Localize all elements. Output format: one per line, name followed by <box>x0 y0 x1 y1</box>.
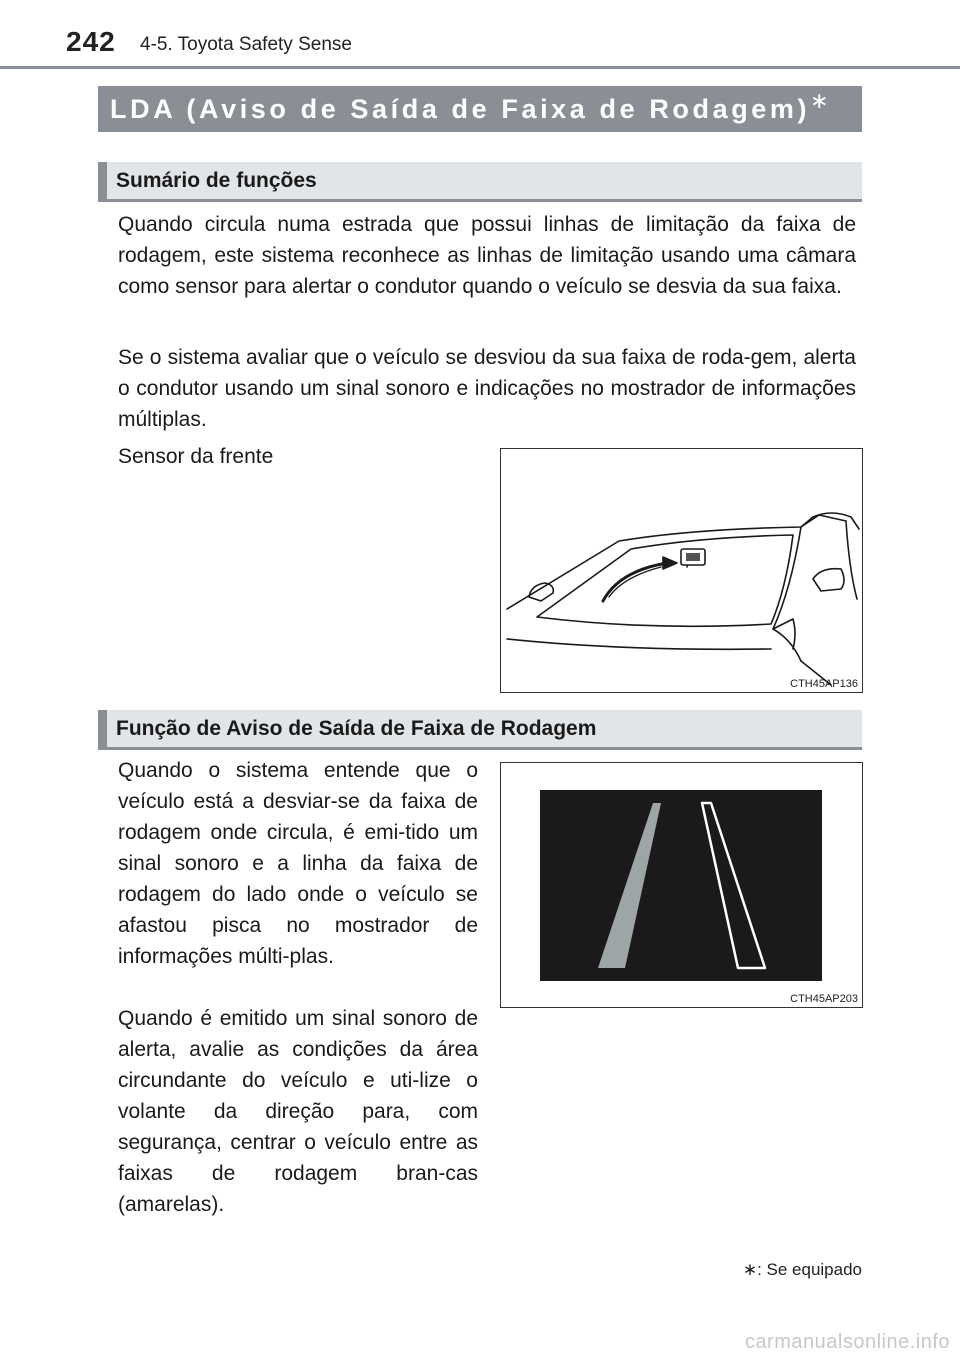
lane-display-illustration <box>501 763 862 1007</box>
header-divider <box>0 66 960 69</box>
function-heading: Função de Aviso de Saída de Faixa de Rodagem <box>98 710 862 750</box>
summary-heading: Sumário de funções <box>98 162 862 202</box>
windshield-illustration <box>501 449 862 692</box>
front-sensor-figure <box>500 448 863 693</box>
watermark: carmanualsonline.info <box>744 1331 950 1353</box>
summary-paragraph-1: Quando circula numa estrada que possui linhas de limitação da faixa de rodagem, este sistema reconhece as linhas de limitação usando uma câmara como sensor para alertar o condutor quando o veículo se desvia da sua faixa. <box>118 213 856 298</box>
section-reference: 4-5. Toyota Safety Sense <box>140 34 352 55</box>
summary-paragraph-2: Se o sistema avaliar que o veículo se desviou da sua faixa de roda-gem, alerta o condutor usando um sinal sonoro e indicações no mostrador de informações múltiplas. <box>118 346 856 431</box>
page-title-text: LDA (Aviso de Saída de Faixa de Rodagem) <box>110 94 811 124</box>
figure-code-1: CTH45AP136 <box>790 678 858 690</box>
footnote: ∗: Se equipado <box>742 1260 862 1279</box>
lane-warning-figure <box>500 762 863 1008</box>
sensor-label: Sensor da frente <box>118 445 274 468</box>
page-title <box>98 86 862 132</box>
function-paragraph-1: Quando o sistema entende que o veículo está a desviar-se da faixa de rodagem onde circula, é emi-tido um sinal sonoro e a linha da faixa de rodagem do lado onde o veículo se afastou pisca no mostrador de informações múlti-plas. <box>118 759 478 968</box>
page-number: 242 <box>66 26 116 57</box>
figure-code-2: CTH45AP203 <box>790 993 858 1005</box>
asterisk-mark: ∗ <box>810 88 829 113</box>
page-header <box>0 0 960 70</box>
function-paragraph-2: Quando é emitido um sinal sonoro de alerta, avalie as condições da área circundante do veículo e uti-lize o volante da direção para, com segurança, centrar o veículo entre as faixas de rodagem bran-cas (amarelas). <box>118 1007 478 1216</box>
display-screen <box>540 790 822 981</box>
